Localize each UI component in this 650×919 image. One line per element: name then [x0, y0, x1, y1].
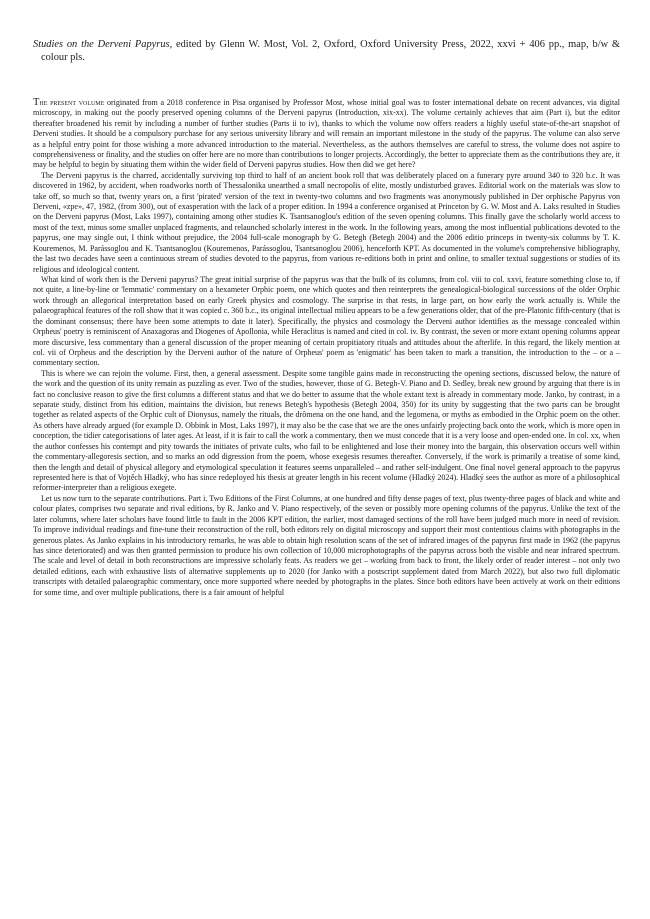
paragraph-1-text: originated from a 2018 conference in Pisa organised by Professor Most, whose initial goal was to foster international debate on recent advances, via digital microscopy, in making out the poorly preserved opening columns of the Derveni papyrus (Introduction, xix-xx). The volume certainly achieves that aim (Part i), but the editor thereafter broadened his remit by including a number of further studies (Parts ii to iv), thanks to which the volume now offers readers a highly useful state-of-the-art snapshot of Derveni studies. It should be a compulsory purchase for any serious university library and will remain an important milestone in the study of the papyrus. The volume can also serve as a helpful entry point for those wishing a more advanced introduction to the material. Nevertheless, as the authors themselves are careful to stress, the volume does not aspire to comprehensiveness or finality, and the studies on offer here are no more than contributions to longer projects. Accordingly, the better to appreciate them as the contributions they are, it may be helpful to begin by situating them within the wider field of Derveni papyrus studies. How then did we get here?	[33, 97, 620, 170]
book-citation	[33, 38, 620, 65]
review-page	[33, 38, 620, 598]
paragraph-1	[33, 98, 620, 171]
book-details: , edited by Glenn W. Most, Vol. 2, Oxford, Oxford University Press, 2022, xxvi + 406 pp., map, b/w & colour pls.	[41, 39, 621, 64]
book-title: Studies on the Derveni Papyrus	[33, 39, 170, 50]
lead-in: he present volume	[39, 97, 105, 107]
drop-cap: T	[33, 96, 40, 108]
review-body	[33, 98, 620, 598]
paragraph-2: The Derveni papyrus is the charred, accidentally surviving top third to half of an ancient book roll that was deliberately placed on a funerary pyre around 340 to 320 b.c. It was discovered in 1962, by accident, when roadworks north of Thessalonika unearthed a small necropolis of elite, mostly undisturbed graves. Editorial work on the materials was slow to take off, so much so that, twenty years on, a first 'pirated' version of the text in twenty-two columns and two fragments was anonymously published in Der orphische Papyrus von Derveni, «zpe», 47, 1982, (from 300), out of exasperation with the lack of a proper edition. In 1994 a conference organised at Princeton by G. W. Most and A. Laks resulted in Studies on the Derveni papyrus (Most, Laks 1997), containing among other studies K. Tsantsanoglou's edition of the seven opening columns. This finally gave the scholarly world access to most of the text, minus some smaller unplaced fragments, and relaunched scholarly interest in the work. In the following years, among the most influential publications devoted to the papyrus, one may single out, I think without prejudice, the 2004 full-scale monograph by G. Betegh (Betegh 2004) and the 2006 editio princeps in twenty-six columns by T. K. Kouremenos, M. Parássoglou and K. Tsantsanoglou (Kouremenos, Parássoglou, Tsantsanoglou 2006), henceforth KPT. As documented in the volume's comprehensive bibliography, the last two decades have seen a continuous stream of studies devoted to the papyrus, from various re-editions both in print and online, to smaller textual suggestions or studies of its religious and ideological content.	[33, 170, 620, 274]
paragraph-3: What kind of work then is the Derveni papyrus? The great initial surprise of the papyrus was that the bulk of its columns, from col. viii to col. xxvi, feature something close to, if not quite, a line-by-line or 'lemmatic' commentary on a hexameter Orphic poem, one which quotes and then reinterprets the genealogical-biological successions of the older Orphic work through an allegorical interpretation based on early Greek physics and cosmology. The surprise in that rests, in large part, on how early the work actually is. While the palaeographical features of the roll show that it was copied c. 360 b.c., its original intellectual milieu appears to be a few generations older, that of the pre-Platonic fifth-century (that is the dominant consensus; there have been some attempts to date it later). Specifically, the physics and cosmology the Derveni author identifies as the message concealed within Orpheus' poetry is reminiscent of Anaxagoras and Diogenes of Apollonia, while Heraclitus is named and cited in col. iv. By contrast, the seven or more extant opening columns appear more discursive, less commentary than a general discussion of the proper meaning of certain propitiatory rituals and attitudes about the afterlife. In this regard, the likely mention at col. vii of Orpheus and the description by the Derveni author of the nature of Orpheus' poem as 'enigmatic' has been taken to mark a transition, the introduction to the – or a – commentary section.	[33, 274, 620, 368]
paragraph-5: Let us now turn to the separate contributions. Part i. Two Editions of the First Columns, at one hundred and fifty dense pages of text, plus twenty-three pages of black and white and colour plates, comprises two separate and rival editions, by R. Janko and V. Piano respectively, of the seven or possibly more opening columns of the papyrus. Unlike the text of the later columns, where later scholars have found little to fault in the 2006 KPT edition, the earlier, most damaged sections of the roll have been judged much more in need of revision. To improve individual readings and fine-tune their reconstruction of the roll, both editors rely on digital microscopy and support their most contentious claims with photographs in the generous plates. As Janko explains in his introductory remarks, he was able to obtain high resolution scans of the set of infrared images of the papyrus first made in 1962 (the papyrus has since deteriorated) and was then granted permission to produce his own collection of 10,000 microphotographs of the papyrus across both the visible and near infrared spectrum. The scale and level of detail in both reconstructions are impressive scholarly feats. As readers we get – working from back to front, the likely order of reader interest – not only two detailed editions, each with exhaustive lists of alternative supplements up to 2020 (for Janko with a postscript supplement dated from March 2022), but also two full diplomatic transcripts with detailed palaeographic commentary, once more supported where needed by photographs in the plates. Since both editors have been actively at work on their editions for some time, and over multiple publications, there is a fair amount of helpful	[33, 493, 620, 597]
paragraph-4: This is where we can rejoin the volume. First, then, a general assessment. Despite some tangible gains made in reconstructing the opening sections, discussed below, the nature of the work and the question of its unity remain as puzzling as ever. Two of the studies, however, those of G. Betegh-V. Piano and D. Sedley, break new ground by arguing that there is in fact no conclusive reason to give the first columns a different status and that we do better to assume that the whole extant text is already in commentary mode. Janko, by contrast, in a separate study, distinct from his edition, maintains the division, but renews Betegh's hypothesis (Betegh 2004, 350) for its unity by suggesting that the two parts can be brought together as related aspects of the Orphic cult of Dionysus, namely the rituals, the drômena on the one hand, and the legomena, or myths as embodied in the Orphic poem on the other. As others have already argued (for example D. Obbink in Most, Laks 1997), it may also be the case that we are the ones unfairly projecting back onto the work, which is more open in conception, the tidier categorisations of later ages. At least, if it is fair to call the work a commentary, then we must concede that it is a very loose and open-ended one. In col. xx, when the author confesses his contempt and pity towards the initiates of private cults, who fail to be enlightened and lose their money into the bargain, this observation occurs well within the commentary-allegoresis section, and so marks an odd digression from the poem, whose exegesis resumes thereafter. Conversely, if the work is primarily a treatise of some kind, then the length and detail of physical allegory and etymological speculation it features seems unparalleled – and rather self-indulgent. One final novel general approach to the papyrus represented here is that of Vojtěch Hladký, who has since redeployed his thesis at greater length in his recent volume (Hladký 2024). Hladký sees the author as more of a philosophical reformer-interpreter than a religious exegete.	[33, 368, 620, 493]
